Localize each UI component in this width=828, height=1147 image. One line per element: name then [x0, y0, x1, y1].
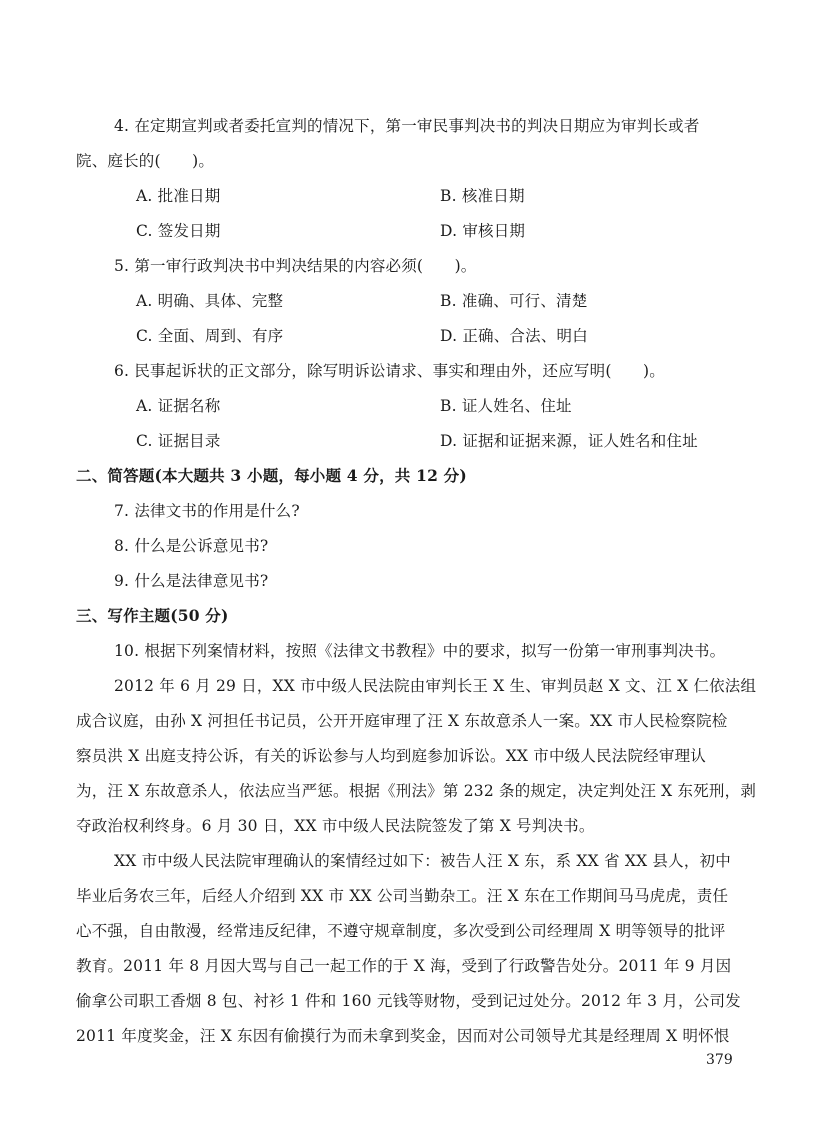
q4-option-c: C. 签发日期 — [136, 222, 221, 240]
case-paragraph1-line: 为，汪 X 东故意杀人，依法应当严惩。根据《刑法》第 232 条的规定，决定判处汪 X 东死刑，剥 — [76, 782, 757, 800]
case-paragraph2-line: XX 市中级人民法院审理确认的案情经过如下：被告人汪 X 东，系 XX 省 XX 县人，初中 — [114, 852, 731, 870]
page-number: 379 — [706, 1052, 733, 1068]
q4-stem-line2: 院、庭长的( )。 — [76, 152, 215, 170]
q4-option-d: D. 审核日期 — [440, 222, 526, 240]
case-paragraph2-line: 2011 年度奖金，汪 X 东因有偷摸行为而未拿到奖金，因而对公司领导尤其是经理周 X 明怀恨 — [76, 1027, 730, 1045]
case-paragraph2-line: 教育。2011 年 8 月因大骂与自己一起工作的于 X 海，受到了行政警告处分。2011 年 9 月因 — [76, 957, 732, 975]
q6-option-c: C. 证据目录 — [136, 432, 221, 450]
section3-heading: 三、写作主题(50 分) — [76, 606, 229, 625]
q5-option-c: C. 全面、周到、有序 — [136, 327, 284, 345]
case-paragraph2-line: 毕业后务农三年，后经人介绍到 XX 市 XX 公司当勤杂工。汪 X 东在工作期间马马虎虎，责任 — [76, 887, 729, 905]
case-paragraph2-line: 偷拿公司职工香烟 8 包、衬衫 1 件和 160 元钱等财物，受到记过处分。2012 年 3 月，公司发 — [76, 992, 741, 1010]
q5-option-a: A. 明确、具体、完整 — [136, 292, 284, 310]
section2-heading: 二、简答题(本大题共 3 小题，每小题 4 分，共 12 分) — [76, 466, 467, 485]
q6-stem: 6. 民事起诉状的正文部分，除写明诉讼请求、事实和理由外，还应写明( )。 — [114, 362, 665, 380]
q4-option-a: A. 批准日期 — [136, 187, 221, 205]
q5-option-b: B. 准确、可行、清楚 — [440, 292, 588, 310]
q5-stem: 5. 第一审行政判决书中判决结果的内容必须( )。 — [114, 257, 477, 275]
q8-stem: 8. 什么是公诉意见书? — [114, 537, 269, 555]
case-paragraph1-line: 2012 年 6 月 29 日，XX 市中级人民法院由审判长王 X 生、审判员赵 X 文、江 X 仁依法组 — [114, 677, 757, 695]
case-paragraph2-line: 心不强，自由散漫，经常违反纪律，不遵守规章制度，多次受到公司经理周 X 明等领导的批评 — [76, 922, 726, 940]
case-paragraph1-line: 成合议庭，由孙 X 河担任书记员，公开开庭审理了汪 X 东故意杀人一案。XX 市人民检察院检 — [76, 712, 728, 730]
q4-stem-line1: 4. 在定期宣判或者委托宣判的情况下，第一审民事判决书的判决日期应为审判长或者 — [114, 117, 700, 135]
q9-stem: 9. 什么是法律意见书? — [114, 572, 269, 590]
case-paragraph1-line: 察员洪 X 出庭支持公诉，有关的诉讼参与人均到庭参加诉讼。XX 市中级人民法院经审理认 — [76, 747, 706, 765]
q6-option-d: D. 证据和证据来源，证人姓名和住址 — [440, 432, 698, 450]
q6-option-a: A. 证据名称 — [136, 397, 221, 415]
q10-stem: 10. 根据下列案情材料，按照《法律文书教程》中的要求，拟写一份第一审刑事判决书。 — [114, 642, 726, 660]
q4-option-b: B. 核准日期 — [440, 187, 525, 205]
case-paragraph1-line: 夺政治权利终身。6 月 30 日，XX 市中级人民法院签发了第 X 号判决书。 — [76, 817, 595, 835]
q6-option-b: B. 证人姓名、住址 — [440, 397, 572, 415]
q5-option-d: D. 正确、合法、明白 — [440, 327, 588, 345]
q7-stem: 7. 法律文书的作用是什么? — [114, 502, 300, 520]
